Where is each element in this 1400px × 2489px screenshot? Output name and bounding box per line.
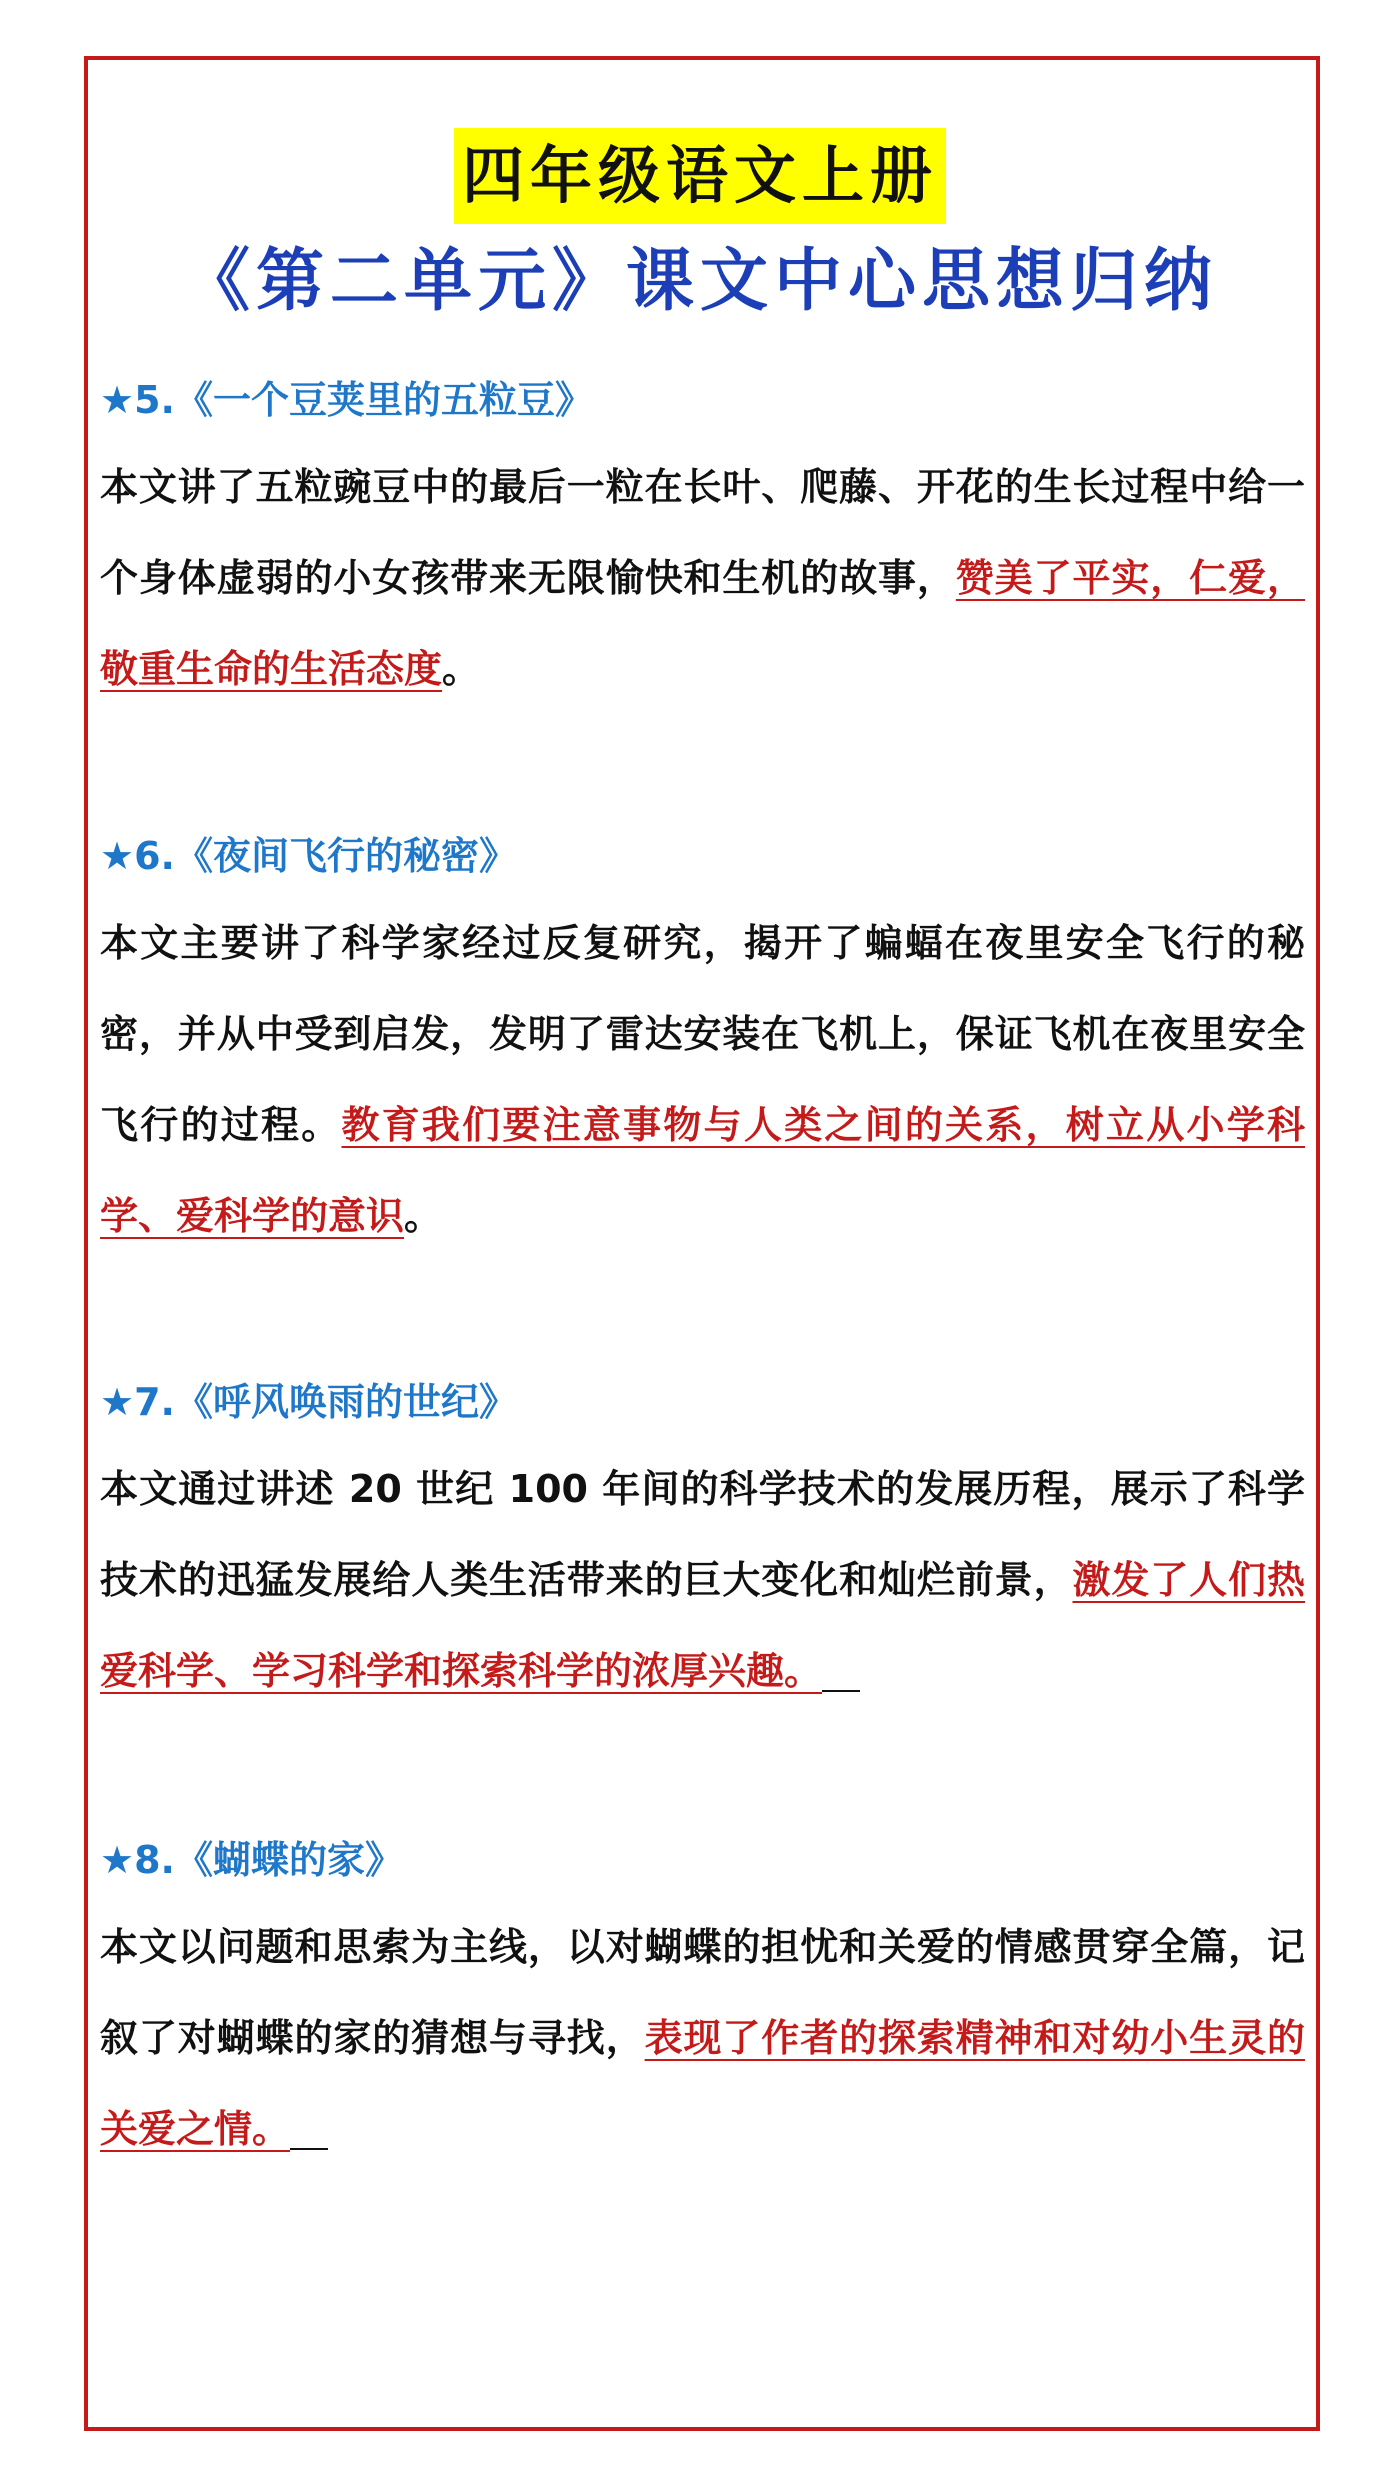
lesson-summary bbox=[100, 442, 1305, 715]
summary-text: 本文通过讲述 20 世纪 100 年间的科学技术的发展历程，展示了科学技术的迅猛发展给人类生活带来的巨大变化和灿烂前景， bbox=[100, 1467, 1305, 1602]
lesson-heading: ★7.《呼风唤雨的世纪》 bbox=[100, 1380, 517, 1424]
page-subtitle: 《第二单元》课文中心思想归纳 bbox=[181, 241, 1218, 321]
central-idea-highlight: 教育我们要注意事物与人类之间的关系，树立从小学科学、爱科学的意识 bbox=[100, 1103, 1305, 1238]
lesson-section-8 bbox=[100, 1832, 1305, 2175]
lesson-section-6 bbox=[100, 828, 1305, 1262]
underline-extension bbox=[290, 2147, 328, 2150]
summary-text: 本文主要讲了科学家经过反复研究，揭开了蝙蝠在夜里安全飞行的秘密，并从中受到启发，发明了雷达安装在飞机上，保证飞机在夜里安全飞行的过程。 bbox=[100, 921, 1305, 1147]
central-idea-highlight: 赞美了平实，仁爱，敬重生命的生活态度 bbox=[100, 556, 1305, 691]
summary-ending: 。 bbox=[404, 1194, 443, 1238]
central-idea-highlight: 激发了人们热爱科学、学习科学和探索科学的浓厚兴趣。 bbox=[100, 1558, 1305, 1693]
summary-text: 本文讲了五粒豌豆中的最后一粒在长叶、爬藤、开花的生长过程中给一个身体虚弱的小女孩带来无限愉快和生机的故事， bbox=[100, 465, 1305, 600]
lesson-heading: ★6.《夜间飞行的秘密》 bbox=[100, 834, 517, 878]
underline-extension bbox=[822, 1689, 860, 1692]
central-idea-highlight: 表现了作者的探索精神和对幼小生灵的关爱之情。 bbox=[100, 2016, 1305, 2151]
page-title bbox=[0, 128, 1400, 224]
lesson-summary bbox=[100, 1444, 1305, 1717]
summary-ending: 。 bbox=[442, 647, 481, 691]
summary-text: 本文以问题和思索为主线，以对蝴蝶的担忧和关爱的情感贯穿全篇，记叙了对蝴蝶的家的猜想与寻找， bbox=[100, 1925, 1305, 2060]
lesson-summary bbox=[100, 1902, 1305, 2175]
lesson-summary bbox=[100, 898, 1305, 1262]
lesson-section-5 bbox=[100, 372, 1305, 715]
lesson-heading: ★8.《蝴蝶的家》 bbox=[100, 1838, 403, 1882]
lesson-section-7 bbox=[100, 1374, 1305, 1717]
page-title-text: 四年级语文上册 bbox=[454, 128, 946, 224]
lesson-heading: ★5.《一个豆荚里的五粒豆》 bbox=[100, 378, 593, 422]
